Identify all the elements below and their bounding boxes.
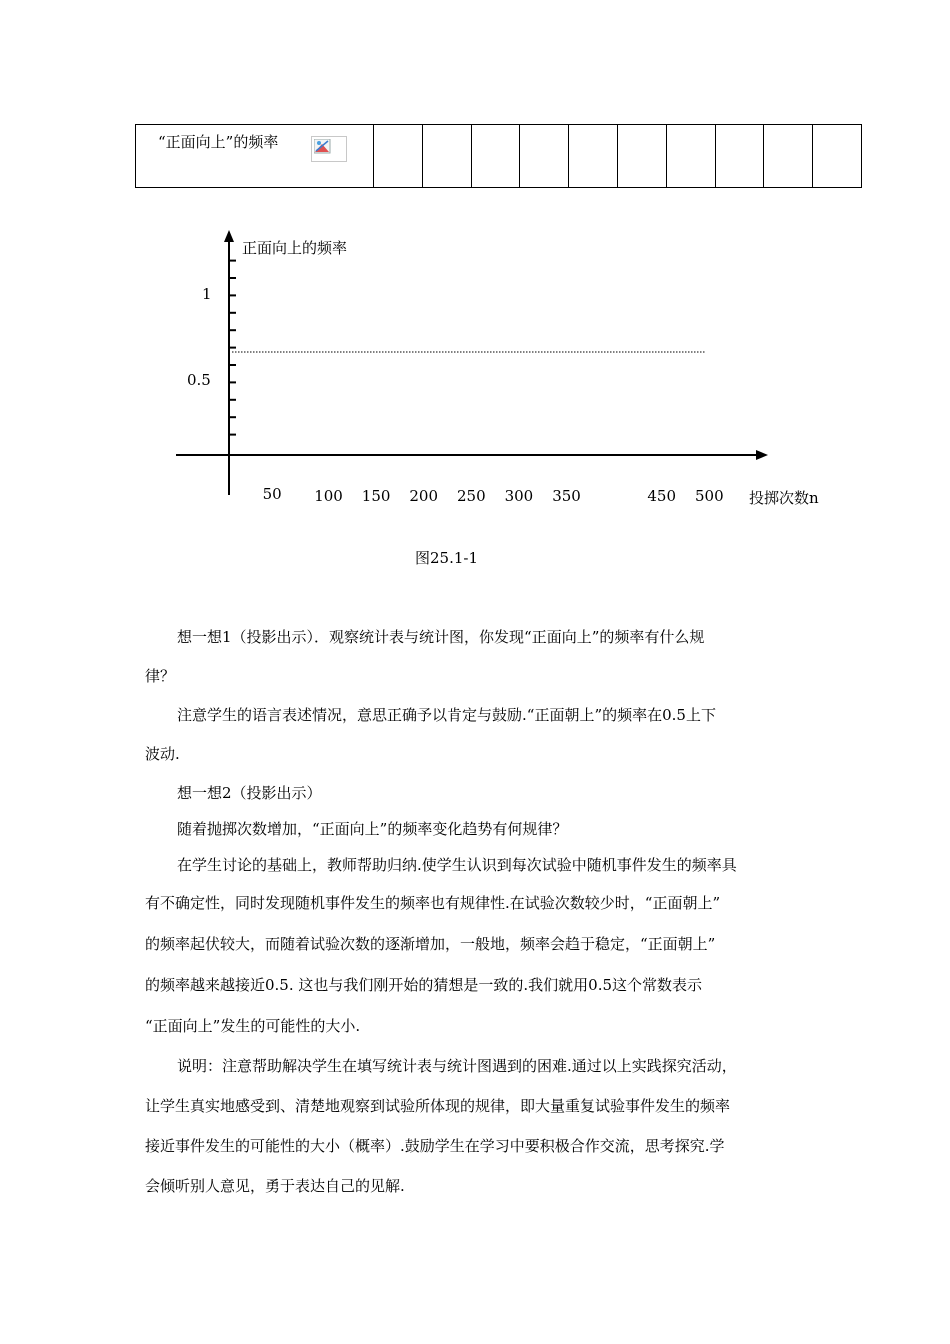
frequency-table: [135, 124, 862, 188]
x-tick-label: 200: [409, 487, 439, 505]
x-tick-label: 50: [262, 485, 282, 503]
paragraph: 让学生真实地感受到、清楚地观察到试验所体现的规律，即大量重复试验事件发生的频率: [145, 1097, 731, 1115]
paragraph: 想一想1（投影出示）．观察统计表与统计图，你发现“正面向上”的频率有什么规: [177, 628, 705, 646]
figure-caption: 图25.1-1: [415, 549, 479, 567]
paragraph: 想一想2（投影出示）: [177, 784, 322, 802]
x-tick-labels: [263, 485, 724, 505]
table-cell: [422, 125, 471, 188]
paragraph: 在学生讨论的基础上，教师帮助归纳.使学生认识到每次试验中随机事件发生的频率具: [177, 856, 737, 874]
paragraph: 随着抛掷次数增加，“正面向上”的频率变化趋势有何规律？: [177, 820, 568, 838]
table-cell: [764, 125, 813, 188]
paragraph: 律？: [145, 667, 176, 685]
table-cell: [374, 125, 423, 188]
x-axis-label: 投掷次数n: [749, 489, 819, 507]
paragraph: 的频率越来越接近0.5. 这也与我们刚开始的猜想是一致的.我们就用0.5这个常数表示: [145, 976, 703, 994]
frequency-chart: [0, 200, 950, 520]
paragraph: 有不确定性，同时发现随机事件发生的频率也有规律性.在试验次数较少时，“正面朝上”: [145, 894, 721, 912]
x-tick-label: 300: [504, 487, 534, 505]
paragraph: 接近事件发生的可能性的大小（概率）.鼓励学生在学习中要积极合作交流，思考探究.学: [145, 1137, 725, 1155]
x-tick-label: 100: [314, 487, 343, 505]
table-cell: [471, 125, 520, 188]
table-cell: [569, 125, 618, 188]
paragraph: 的频率起伏较大，而随着试验次数的逐渐增加，一般地，频率会趋于稳定，“正面朝上”: [145, 935, 716, 953]
table-cell: [666, 125, 715, 188]
paragraph: “正面向上”发生的可能性的大小.: [145, 1017, 361, 1035]
table-cell: [520, 125, 569, 188]
paragraph: 注意学生的语言表述情况，意思正确予以肯定与鼓励.“正面朝上”的频率在0.5上下: [177, 706, 716, 724]
row-label: “正面向上”的频率: [158, 133, 279, 151]
table-cell: [617, 125, 666, 188]
x-tick-label: 150: [361, 487, 391, 505]
y-axis-arrow: [224, 230, 234, 242]
table-row: [136, 125, 862, 188]
x-tick-label: 350: [552, 487, 581, 505]
x-tick-label: 250: [457, 487, 486, 505]
x-tick-label: 450: [647, 487, 677, 505]
y-tick-label-0.5: 0.5: [187, 371, 211, 389]
paragraph: 说明：注意帮助解决学生在填写统计表与统计图遇到的困难.通过以上实践探究活动，: [177, 1057, 737, 1075]
broken-image-icon: [311, 136, 347, 162]
paragraph: 会倾听别人意见，勇于表达自己的见解.: [145, 1177, 405, 1195]
paragraph: 波动.: [145, 745, 180, 763]
y-axis-label: 正面向上的频率: [242, 239, 348, 257]
table-cell: [715, 125, 764, 188]
x-tick-label: 500: [695, 487, 724, 505]
y-tick-label-1: 1: [202, 285, 212, 303]
x-axis-arrow: [756, 450, 768, 460]
table-cell: [813, 125, 862, 188]
row-label-cell: [136, 125, 374, 188]
y-axis-ticks: [229, 261, 236, 435]
